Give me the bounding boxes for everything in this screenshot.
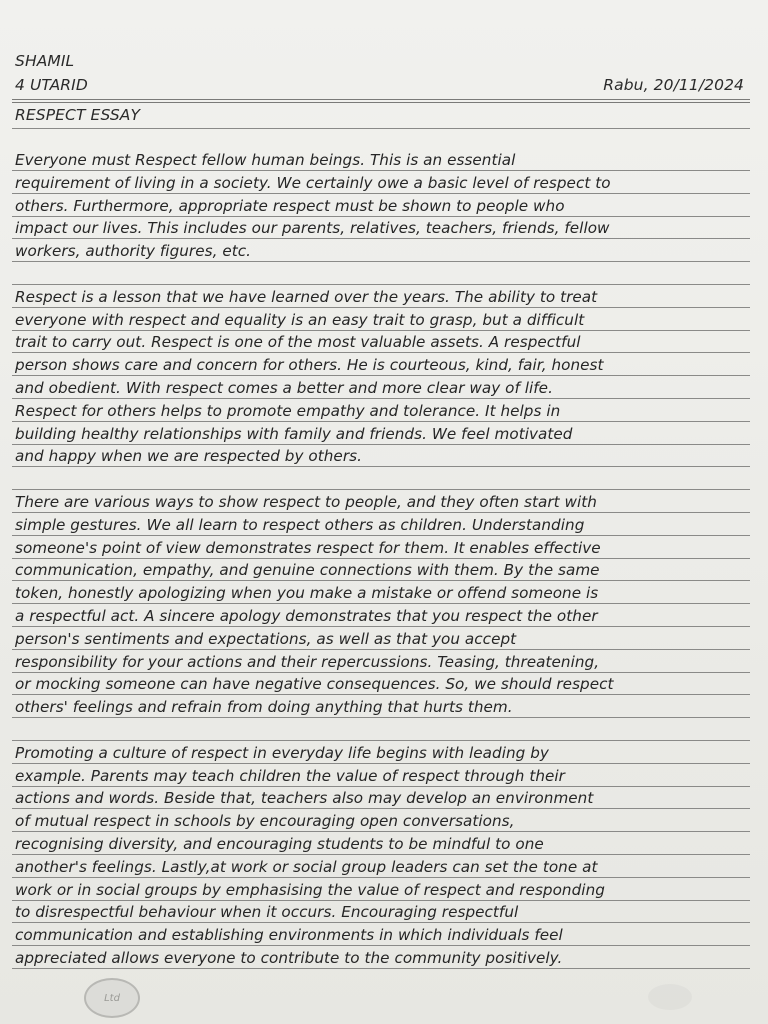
ruled-line xyxy=(12,877,750,878)
essay-line: someone's point of view demonstrates respect for them. It enables effective xyxy=(15,538,601,557)
essay-line: responsibility for your actions and their repercussions. Teasing, threatening, xyxy=(15,652,600,671)
essay-line: example. Parents may teach children the value of respect through their xyxy=(15,766,565,785)
essay-line: building healthy relationships with family and friends. We feel motivated xyxy=(15,424,573,443)
essay-line: requirement of living in a society. We certainly owe a basic level of respect to xyxy=(15,173,611,192)
ruled-line xyxy=(12,330,750,331)
ruled-line xyxy=(12,945,750,946)
ruled-line xyxy=(12,444,750,445)
essay-line: everyone with respect and equality is an easy trait to grasp, but a difficult xyxy=(15,310,585,329)
ruled-line xyxy=(12,375,750,376)
ruled-line xyxy=(12,398,750,399)
ruled-line xyxy=(12,831,750,832)
ruled-line xyxy=(12,170,750,171)
essay-line: workers, authority figures, etc. xyxy=(15,242,252,261)
ruled-line xyxy=(12,854,750,855)
ruled-line xyxy=(12,922,750,923)
essay-line: person shows care and concern for others. He is courteous, kind, fair, honest xyxy=(15,356,604,375)
essay-line: another's feelings. Lastly,at work or social group leaders can set the tone at xyxy=(15,857,598,876)
school-stamp xyxy=(84,978,140,1018)
ruled-line xyxy=(12,649,750,650)
essay-line: recognising diversity, and encouraging students to be mindful to one xyxy=(15,835,544,853)
ruled-line xyxy=(12,466,750,467)
title-rule xyxy=(12,128,750,129)
ruled-line xyxy=(12,216,750,217)
essay-line: a respectful act. A sincere apology demonstrates that you respect the other xyxy=(15,607,598,625)
essay-date: Rabu, 20/11/2024 xyxy=(603,76,744,94)
ruled-line xyxy=(12,352,750,353)
essay-line: Respect for others helps to promote empathy and tolerance. It helps in xyxy=(15,401,561,420)
ruled-line xyxy=(12,672,750,673)
stamp-text: Ltd xyxy=(104,992,120,1004)
ruled-line xyxy=(12,284,750,285)
ruled-line xyxy=(12,193,750,194)
class-name: 4 UTARID xyxy=(15,76,88,94)
essay-line: impact our lives. This includes our parents, relatives, teachers, friends, fellow xyxy=(15,219,610,238)
header-rule xyxy=(12,99,750,103)
ruled-line xyxy=(12,421,750,422)
essay-line: trait to carry out. Respect is one of the most valuable assets. A respectful xyxy=(15,333,581,352)
ruled-line xyxy=(12,512,750,513)
ruled-line xyxy=(12,580,750,581)
essay-line: actions and words. Beside that, teachers also may develop an environment xyxy=(15,789,594,808)
essay-line: work or in social groups by emphasising the value of respect and responding xyxy=(15,880,605,899)
ruled-line xyxy=(12,740,750,741)
essay-line: Everyone must Respect fellow human beings. This is an essential xyxy=(15,151,516,169)
ruled-line xyxy=(12,238,750,239)
essay-line: and obedient. With respect comes a better and more clear way of life. xyxy=(15,379,553,397)
ruled-line xyxy=(12,626,750,627)
essay-line: of mutual respect in schools by encouraging open conversations, xyxy=(15,812,515,831)
ruled-line xyxy=(12,261,750,262)
essay-line: token, honestly apologizing when you make a mistake or offend someone is xyxy=(15,584,599,603)
ruled-line xyxy=(12,900,750,901)
essay-line: communication, empathy, and genuine connections with them. By the same xyxy=(15,561,600,580)
ruled-line xyxy=(12,694,750,695)
essay-line: person's sentiments and expectations, as well as that you accept xyxy=(15,629,517,648)
essay-line: others. Furthermore, appropriate respect must be shown to people who xyxy=(15,196,565,215)
ruled-line xyxy=(12,307,750,308)
ruled-line xyxy=(12,968,750,969)
essay-line: and happy when we are respected by others. xyxy=(15,447,362,466)
ruled-line xyxy=(12,717,750,718)
essay-line: simple gestures. We all learn to respect others as children. Understanding xyxy=(15,515,585,534)
essay-line: others' feelings and refrain from doing anything that hurts them. xyxy=(15,698,513,717)
essay-line: Respect is a lesson that we have learned over the years. The ability to treat xyxy=(15,287,598,306)
ruled-line xyxy=(12,558,750,559)
essay-title: RESPECT ESSAY xyxy=(15,106,141,124)
ruled-line xyxy=(12,603,750,604)
ruled-line xyxy=(12,763,750,764)
paper-smudge xyxy=(648,984,692,1010)
ruled-line xyxy=(12,808,750,809)
essay-line: appreciated allows everyone to contribute to the community positively. xyxy=(15,949,563,967)
student-name: SHAMIL xyxy=(15,52,75,70)
essay-line: or mocking someone can have negative consequences. So, we should respect xyxy=(15,675,614,694)
ruled-line xyxy=(12,786,750,787)
ruled-line xyxy=(12,489,750,490)
essay-line: to disrespectful behaviour when it occurs. Encouraging respectful xyxy=(15,903,519,922)
essay-line: Promoting a culture of respect in everyday life begins with leading by xyxy=(15,743,549,762)
ruled-line xyxy=(12,535,750,536)
essay-line: communication and establishing environments in which individuals feel xyxy=(15,926,563,945)
essay-line: There are various ways to show respect to people, and they often start with xyxy=(15,493,597,511)
